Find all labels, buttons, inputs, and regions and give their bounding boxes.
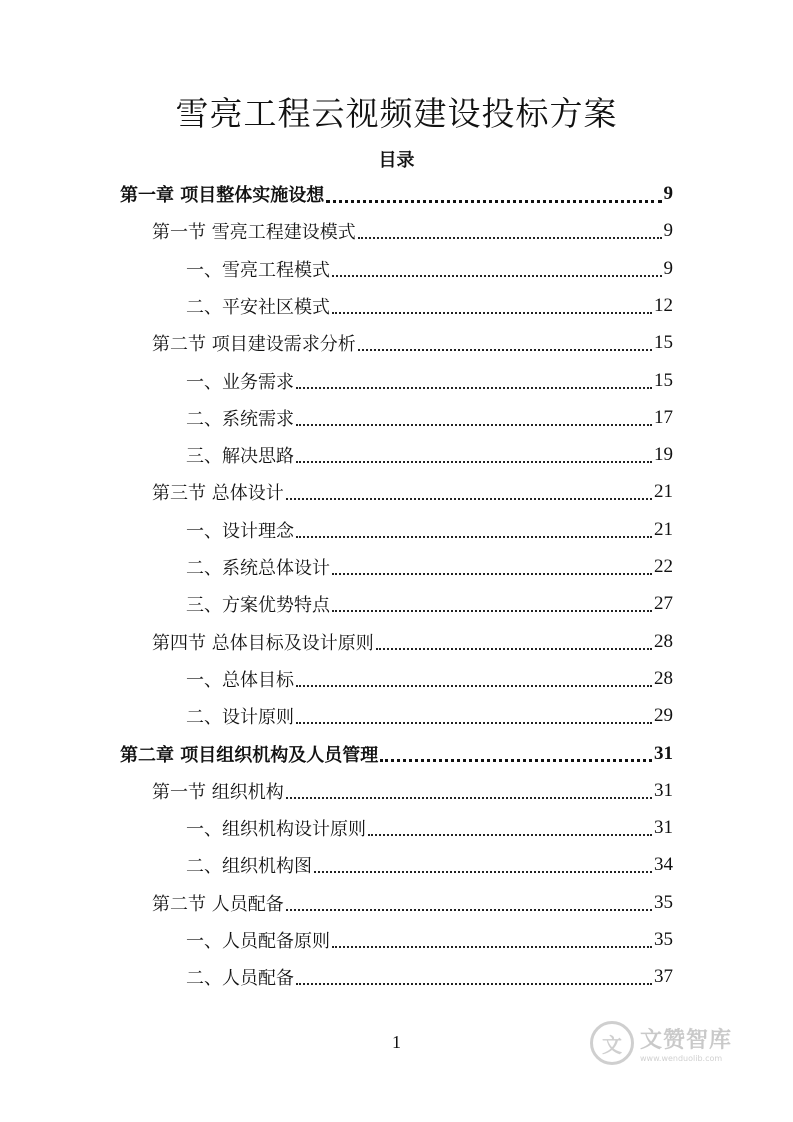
toc-entry-page: 15 [654,369,673,391]
toc-entry-page: 29 [654,705,673,727]
toc-leader-dots [296,424,652,426]
toc-leader-dots [332,312,652,314]
toc-subsection-entry[interactable] [186,549,673,585]
toc-subsection-entry[interactable] [186,288,673,324]
toc-leader-dots [376,648,652,650]
toc-leader-dots [296,722,652,724]
toc-entry-page: 28 [654,667,673,689]
toc-entry-page: 35 [654,929,673,950]
toc-entry-label: 三、方案优势特点 [186,595,330,617]
toc-entry-page: 27 [654,593,673,615]
toc-entry-label: 第四节 总体目标及设计原则 [152,632,374,654]
toc-entry-label: 二、人员配备 [186,968,294,990]
toc-entry-label: 二、设计原则 [186,707,294,729]
toc-entry-page: 12 [654,294,673,316]
toc-entry-label: 第一章 项目整体实施设想 [120,185,325,206]
watermark [590,1018,760,1068]
toc-chapter-entry[interactable] [120,736,673,772]
toc-leader-dots [286,498,652,500]
toc-entry-page: 19 [654,444,673,466]
toc-leader-dots [358,237,662,239]
toc-leader-dots [368,834,652,836]
toc-leader-dots [332,573,652,575]
toc-entry-label: 一、总体目标 [186,669,294,691]
watermark-url: www.wenduolib.com [640,1054,723,1063]
toc-entry-label: 二、组织机构图 [186,856,312,878]
toc-entry-page: 31 [654,742,673,764]
toc-section-entry[interactable] [152,773,673,809]
page-number: 1 [392,1032,401,1052]
toc-subsection-entry[interactable] [186,810,673,846]
toc-heading: 目录 [378,150,415,171]
watermark-name: 文赞智库 [640,1028,733,1053]
toc-entry-label: 一、雪亮工程模式 [186,259,330,281]
toc-entry-page: 34 [654,854,673,876]
toc-chapter-entry[interactable] [120,176,673,212]
toc-subsection-entry[interactable] [186,437,673,473]
toc-entry-page: 22 [654,556,673,577]
toc-subsection-entry[interactable] [186,698,673,734]
toc-leader-dots [286,797,652,799]
toc-entry-page: 15 [654,332,673,354]
toc-section-entry[interactable] [152,213,673,249]
toc-entry-page: 31 [654,817,673,839]
toc-leader-dots [296,536,652,538]
toc-entry-label: 第二章 项目组织机构及人员管理 [120,744,379,766]
toc-entry-label: 二、系统需求 [186,408,294,430]
toc-leader-dots [296,461,652,463]
toc-leader-dots [314,871,652,873]
toc-subsection-entry[interactable] [186,400,673,436]
toc-leader-dots [296,387,652,389]
toc-leader-dots [286,909,652,911]
toc-entry-label: 一、组织机构设计原则 [186,819,366,841]
toc-entry-label: 一、设计理念 [186,520,294,542]
toc-entry-page: 17 [654,406,673,428]
toc-leader-dots [380,759,652,762]
toc-leader-dots [296,983,652,985]
watermark-logo-icon: 文 [590,1021,634,1065]
toc-subsection-entry[interactable] [186,922,673,958]
toc-section-entry[interactable] [152,885,673,921]
toc-entry-label: 第一节 组织机构 [152,781,284,803]
toc-section-entry[interactable] [152,325,673,361]
toc-entry-page: 35 [654,891,673,913]
toc-entry-label: 第二节 项目建设需求分析 [152,334,356,356]
toc-leader-dots [332,275,662,277]
toc-subsection-entry[interactable] [186,363,673,399]
toc-leader-dots [358,349,652,351]
toc-leader-dots [326,200,661,203]
toc-entry-page: 28 [654,630,673,652]
toc-leader-dots [296,685,652,687]
toc-entry-label: 三、解决思路 [186,446,294,468]
toc-subsection-entry[interactable] [186,512,673,548]
toc-entry-label: 第一节 雪亮工程建设模式 [152,222,356,244]
toc-section-entry[interactable] [152,624,673,660]
toc-entry-label: 二、平安社区模式 [186,296,330,318]
toc-leader-dots [332,946,652,948]
toc-entry-page: 9 [663,183,673,204]
toc-subsection-entry[interactable] [186,251,673,287]
document-title: 雪亮工程云视频建设投标方案 [175,94,618,133]
toc-leader-dots [332,610,652,612]
toc-entry-page: 31 [654,779,673,801]
toc-subsection-entry[interactable] [186,847,673,883]
toc-subsection-entry[interactable] [186,586,673,622]
toc-entry-page: 21 [654,481,673,503]
toc-entry-label: 一、业务需求 [186,371,294,393]
toc-entry-page: 9 [663,257,673,279]
toc-entry-page: 21 [654,518,673,540]
toc-subsection-entry[interactable] [186,959,673,995]
toc-entry-label: 第二节 人员配备 [152,893,284,915]
toc-subsection-entry[interactable] [186,661,673,697]
toc-section-entry[interactable] [152,474,673,510]
toc-entry-page: 9 [663,220,673,242]
toc-entry-label: 第三节 总体设计 [152,483,284,505]
toc-entry-page: 37 [654,966,673,988]
toc-entry-label: 二、系统总体设计 [186,558,330,579]
toc-entry-label: 一、人员配备原则 [186,931,330,952]
